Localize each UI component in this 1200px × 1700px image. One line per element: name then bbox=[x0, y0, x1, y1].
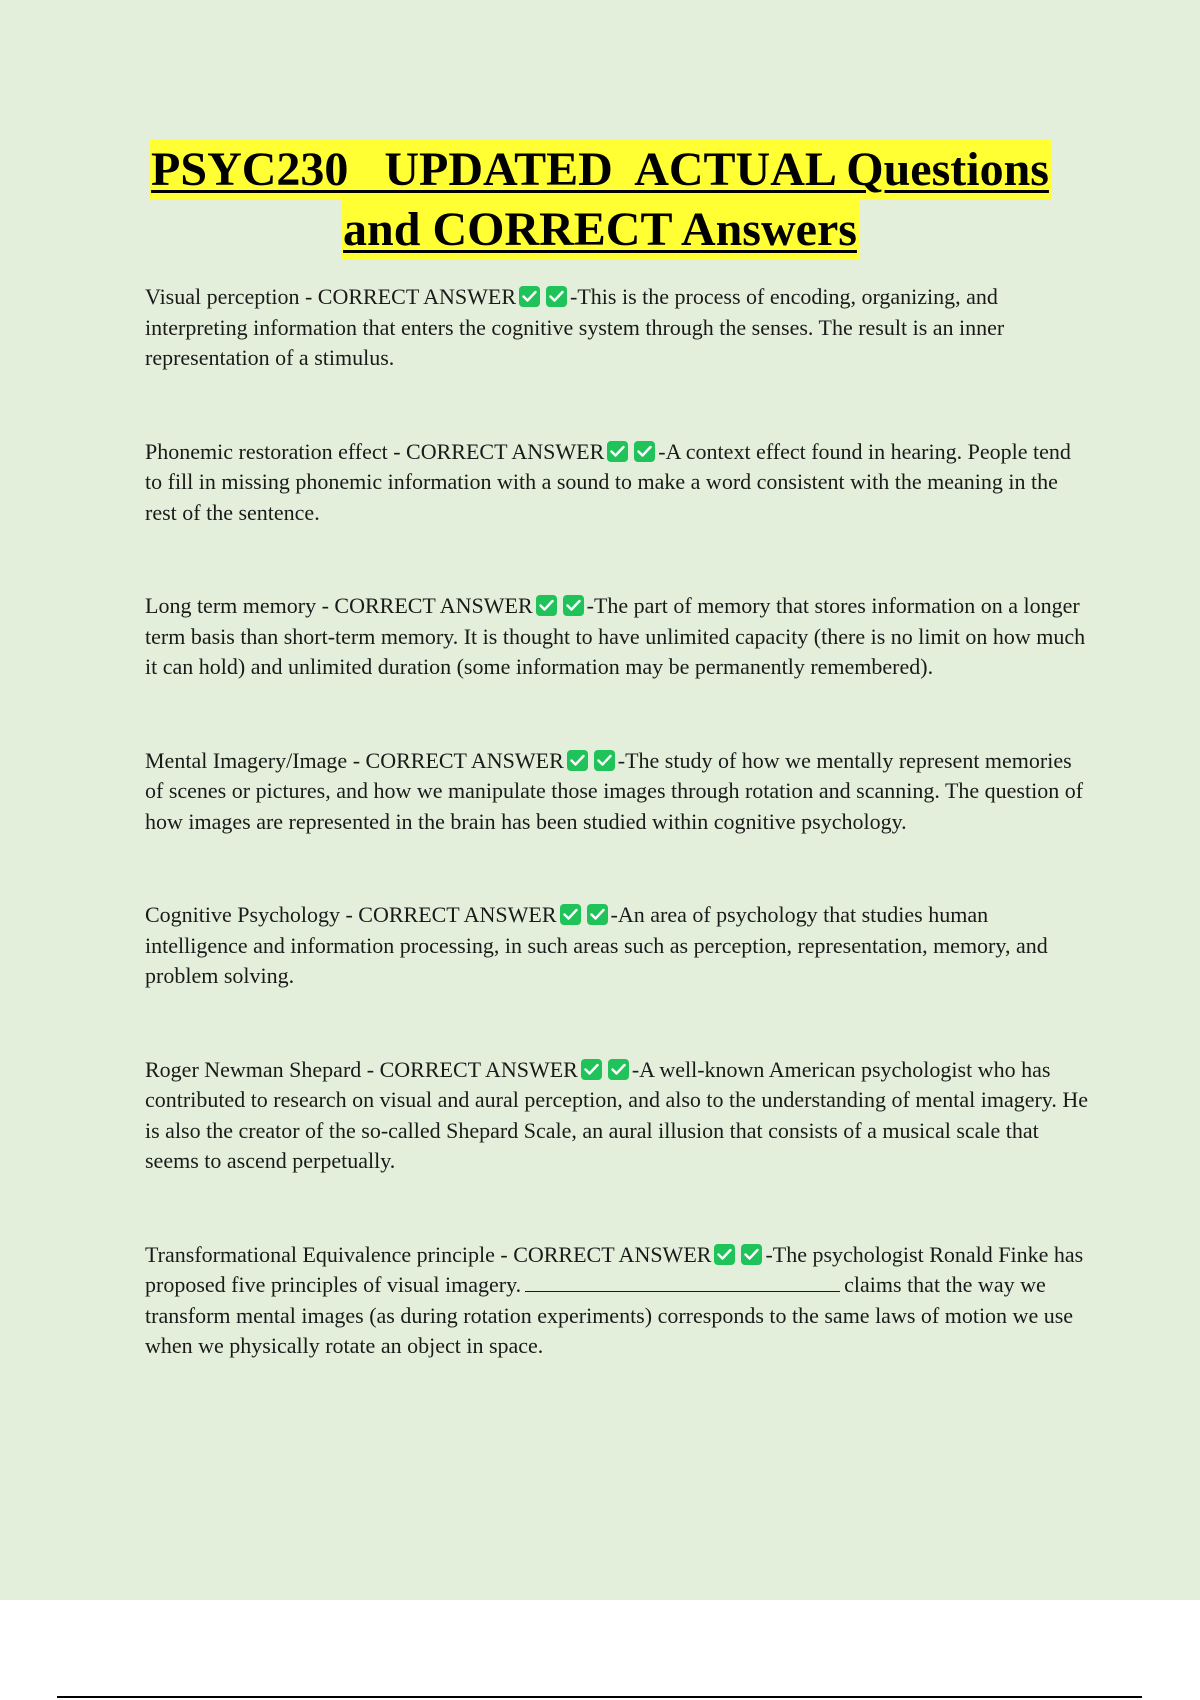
check-mark-icon bbox=[536, 595, 557, 616]
qa-entry bbox=[145, 282, 1090, 374]
qa-entry bbox=[145, 746, 1090, 838]
entry-definition: -This is the process of encoding, organizing, and interpreting information that enters the cognitive system through the senses. The result is an inner representation of a stimulus. bbox=[145, 284, 1005, 370]
entry-term: Visual perception bbox=[145, 284, 300, 309]
check-mark-icon bbox=[519, 286, 540, 307]
entry-marker: - CORRECT ANSWER bbox=[347, 747, 564, 773]
entry-term: Long term memory bbox=[145, 593, 317, 618]
entry-term: Mental Imagery/Image bbox=[145, 747, 348, 773]
entry-definition: -A well-known American psychologist who has contributed to research on visual and aural perception, and also to the understanding of mental imagery. He is also the creator of the so-called Shepard Scale, an aural illusion that consists of a musical scale that seems to ascend perpetually. bbox=[145, 1056, 1089, 1173]
check-mark-icon bbox=[581, 1059, 602, 1080]
entry-definition: -The study of how we mentally represent memories of scenes or pictures, and how we manipulate those images through rotation and scanning. The question of how images are represented in the brain has been studied within cognitive psychology. bbox=[145, 747, 1084, 834]
entry-marker: - CORRECT ANSWER bbox=[387, 438, 605, 464]
entry-marker: - CORRECT ANSWER bbox=[494, 1241, 712, 1267]
qa-entry bbox=[145, 1055, 1090, 1177]
entry-definition-continued: claims that the way we transform mental images (as during rotation experiments) corresponds to the same laws of motion we use when we physically rotate an object in space. bbox=[145, 1272, 1074, 1358]
entry-term: Cognitive Psychology bbox=[145, 902, 340, 927]
qa-list bbox=[145, 282, 1090, 1362]
entry-marker: - CORRECT ANSWER bbox=[339, 902, 557, 927]
check-mark-icon bbox=[714, 1244, 735, 1265]
page-title bbox=[0, 140, 1200, 260]
entry-term: Transformational Equivalence principle bbox=[145, 1241, 495, 1267]
qa-entry bbox=[145, 591, 1090, 683]
fill-in-blank bbox=[525, 1273, 840, 1292]
qa-entry bbox=[145, 900, 1090, 992]
check-mark-icon bbox=[546, 286, 567, 307]
check-mark-icon bbox=[608, 1059, 629, 1080]
check-mark-icon bbox=[607, 441, 628, 462]
entry-definition: -The psychologist Ronald Finke has proposed five principles of visual imagery. bbox=[145, 1241, 1084, 1297]
entry-definition: -An area of psychology that studies human intelligence and information processing, in such areas such as perception, representation, memory, and problem solving. bbox=[145, 902, 1048, 988]
qa-entry bbox=[145, 1240, 1090, 1362]
entry-marker: - CORRECT ANSWER bbox=[299, 284, 517, 309]
entry-term: Roger Newman Shepard bbox=[145, 1056, 362, 1082]
entry-marker: - CORRECT ANSWER bbox=[316, 593, 533, 618]
entry-definition: -A context effect found in hearing. People tend to fill in missing phonemic information with a sound to make a word consistent with the meaning in the rest of the sentence. bbox=[145, 438, 1071, 525]
check-mark-icon bbox=[587, 904, 608, 925]
title-line-1: PSYC230 UPDATED ACTUAL Questions bbox=[149, 140, 1051, 200]
check-mark-icon bbox=[563, 595, 584, 616]
qa-entry bbox=[145, 437, 1090, 529]
check-mark-icon bbox=[560, 904, 581, 925]
entry-term: Phonemic restoration effect bbox=[145, 438, 388, 464]
check-mark-icon bbox=[634, 441, 655, 462]
check-mark-icon bbox=[594, 750, 615, 771]
entry-definition: -The part of memory that stores information on a longer term basis than short-term memory. It is thought to have unlimited capacity (there is no limit on how much it can hold) and unlimited duration (some information may be permanently remembered). bbox=[145, 593, 1086, 679]
title-line-2: and CORRECT Answers bbox=[341, 200, 859, 260]
footer-divider bbox=[57, 1696, 1142, 1698]
check-mark-icon bbox=[567, 750, 588, 771]
entry-marker: - CORRECT ANSWER bbox=[361, 1056, 578, 1082]
check-mark-icon bbox=[741, 1244, 762, 1265]
